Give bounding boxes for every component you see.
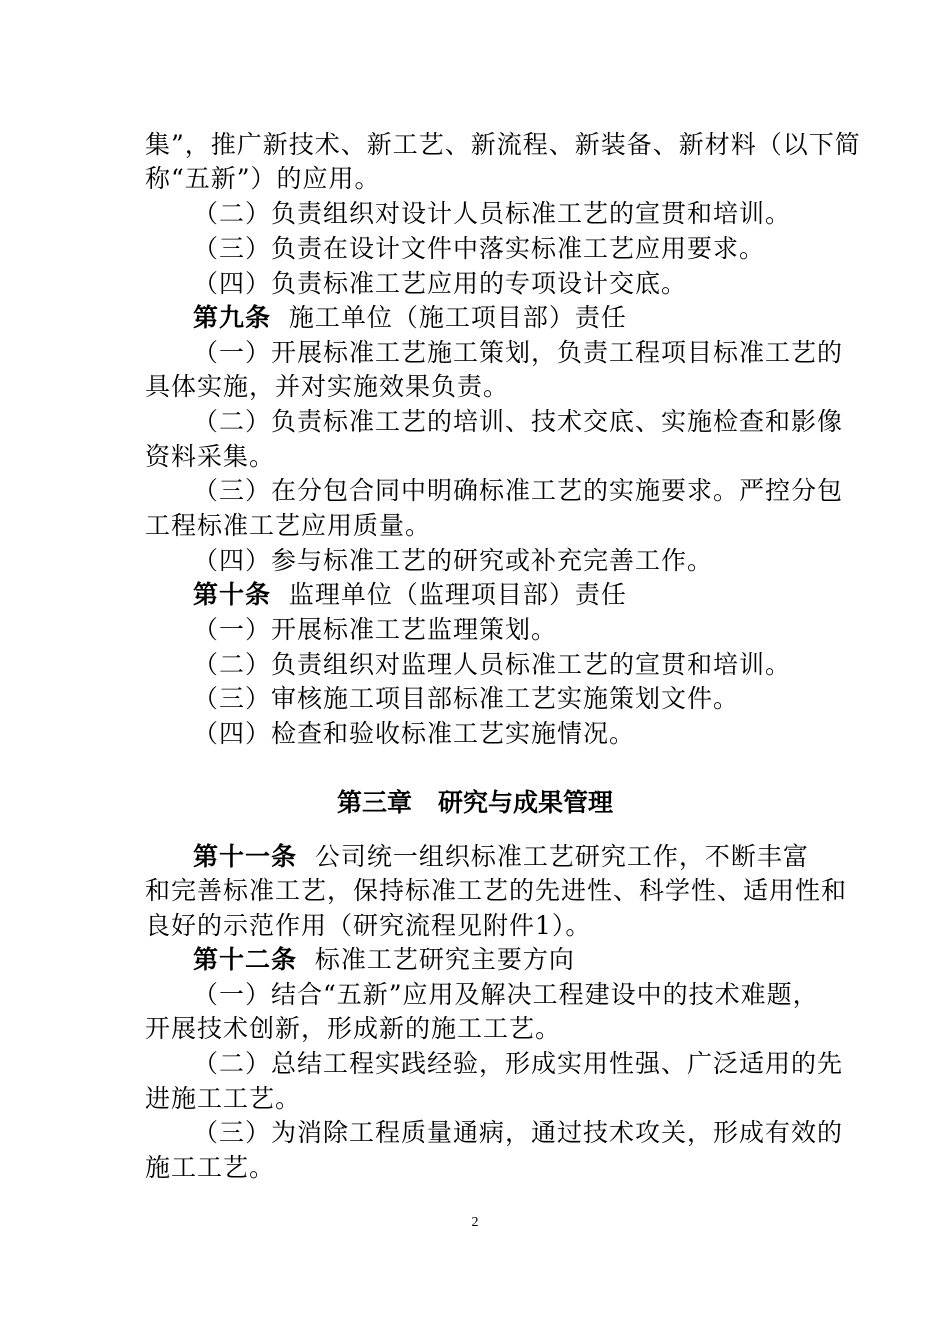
article-heading <box>193 578 810 612</box>
article-number: 第十二条 <box>193 945 298 974</box>
article-title: 施工单位（施工项目部）责任 <box>288 303 627 332</box>
text-line: （一）开展标准工艺施工策划，负责工程项目标准工艺的 <box>193 338 844 367</box>
text-line: （二）负责标准工艺的培训、技术交底、实施检查和影像 <box>193 407 844 436</box>
article-number: 第九条 <box>193 303 272 332</box>
text-line: （二）负责组织对监理人员标准工艺的宣贯和培训。 <box>193 650 792 679</box>
text-line: 具体实施，并对实施效果负责。 <box>145 372 510 401</box>
text-line: （三）在分包合同中明确标准工艺的实施要求。严控分包 <box>193 476 844 505</box>
article-number: 第十一条 <box>193 842 298 871</box>
text-line: 施工工艺。 <box>145 1153 276 1182</box>
text-line: 称“五新”）的应用。 <box>145 164 381 193</box>
text-line: （三）审核施工项目部标准工艺实施策划文件。 <box>193 684 740 713</box>
chapter-title: 第三章 研究与成果管理 <box>336 788 614 817</box>
text-line: （一）开展标准工艺监理策划。 <box>193 615 558 644</box>
text-line: 开展技术创新，形成新的施工工艺。 <box>145 1014 562 1043</box>
text-line: （三）负责在设计文件中落实标准工艺应用要求。 <box>193 234 766 263</box>
text-line: （三）为消除工程质量通病，通过技术攻关，形成有效的 <box>193 1118 844 1147</box>
article-number: 第十条 <box>193 580 272 609</box>
text-line: （一）结合“五新”应用及解决工程建设中的技术难题， <box>193 980 819 1009</box>
article-heading <box>193 840 810 874</box>
article-heading <box>193 301 810 335</box>
article-title: 标准工艺研究主要方向 <box>314 945 575 974</box>
text-line: （四）负责标准工艺应用的专项设计交底。 <box>193 269 688 298</box>
article-text: 公司统一组织标准工艺研究工作，不断丰富 <box>314 842 809 871</box>
text-line: 资料采集。 <box>145 442 276 471</box>
text-line: 集”，推广新技术、新工艺、新流程、新装备、新材料（以下简 <box>145 130 861 159</box>
text-line: （二）负责组织对设计人员标准工艺的宣贯和培训。 <box>193 199 792 228</box>
article-heading <box>193 943 810 977</box>
text-line: 进施工工艺。 <box>145 1084 302 1113</box>
text-line: （四）检查和验收标准工艺实施情况。 <box>193 719 636 748</box>
text-line: （二）总结工程实践经验，形成实用性强、广泛适用的先 <box>193 1049 844 1078</box>
text-line: 良好的示范作用（研究流程见附件1）。 <box>145 911 592 940</box>
page-number: 2 <box>471 1215 479 1230</box>
text-line: （四）参与标准工艺的研究或补充完善工作。 <box>193 546 714 575</box>
text-line: 和完善标准工艺，保持标准工艺的先进性、科学性、适用性和 <box>145 876 848 905</box>
article-title: 监理单位（监理项目部）责任 <box>288 580 627 609</box>
text-line: 工程标准工艺应用质量。 <box>145 511 432 540</box>
